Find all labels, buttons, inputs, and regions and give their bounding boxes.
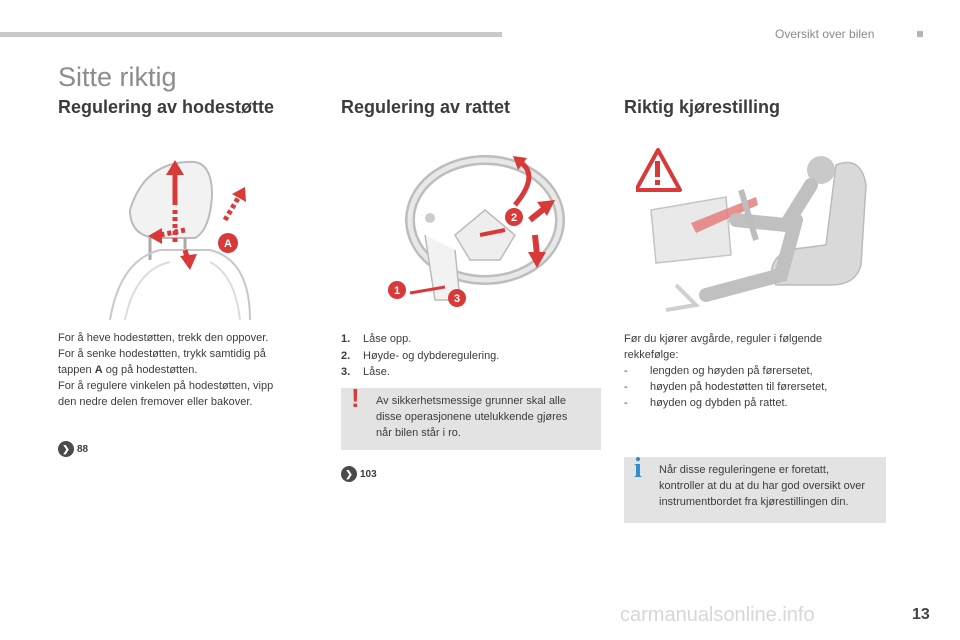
- heading-driving-position: Riktig kjørestilling: [624, 97, 781, 117]
- header-marker: [917, 31, 923, 37]
- running-header: Oversikt over bilen: [775, 27, 875, 41]
- watermark: carmanualsonline.info: [620, 604, 815, 626]
- list-item: - høyden på hodestøtten til førersetet,: [624, 381, 828, 393]
- steering-steps: [341, 331, 499, 381]
- driving-position-instructions: Før du kjører avgårde, reguler i følgende rekkefølge: - lengden og høyden på førersetet, - høyden på hodestøtten til førersetet, - høyden og dybden på rattet.: [624, 331, 894, 411]
- info-icon: i: [634, 453, 642, 484]
- heading-headrest: Regulering av hodestøtte: [58, 97, 275, 117]
- heading-steering-wheel: Regulering av rattet: [341, 97, 511, 117]
- reference-arrow-icon: ❯: [58, 441, 74, 457]
- warning-icon: !: [351, 383, 360, 413]
- driving-position-illustration: [636, 145, 881, 315]
- figure-label-1: 1: [393, 285, 401, 297]
- list-item: - lengden og høyden på førersetet,: [624, 365, 813, 377]
- info-note-box: i Når disse reguleringene er foretatt, kontroller at du at du har god oversikt over instrumentbordet fra kjørestillingen din.: [624, 457, 886, 523]
- reference-arrow-icon: ❯: [341, 466, 357, 482]
- headrest-illustration: [100, 150, 270, 320]
- figure-label-2: 2: [510, 212, 518, 224]
- safety-warning-box: ! Av sikkerhetsmessige grunner skal alle disse operasjonene utelukkende gjøres når bilen står i ro.: [341, 388, 601, 450]
- figure-label-a: A: [224, 238, 232, 250]
- page-reference-88[interactable]: ❯ 88: [58, 441, 88, 457]
- list-item: 2. Høyde- og dybderegulering.: [341, 349, 500, 362]
- page-title: Sitte riktig: [58, 62, 177, 92]
- steering-wheel-illustration: [385, 150, 570, 310]
- page-reference-103[interactable]: ❯ 103: [341, 466, 377, 482]
- page-number: 13: [912, 606, 930, 623]
- top-rule: [0, 32, 502, 37]
- list-item: - høyden og dybden på rattet.: [624, 397, 788, 409]
- figure-label-3: 3: [453, 293, 461, 305]
- list-item: 3. Låse.: [341, 366, 390, 378]
- list-item: 1. Låse opp.: [341, 333, 412, 345]
- headrest-instructions: For å heve hodestøtten, trekk den oppover. For å senke hodestøtten, trykk samtidig på tappen A og på hodestøtten. For å regulere vinkelen på hodestøtten, vipp den nedre delen fremover eller bakover.: [58, 332, 274, 408]
